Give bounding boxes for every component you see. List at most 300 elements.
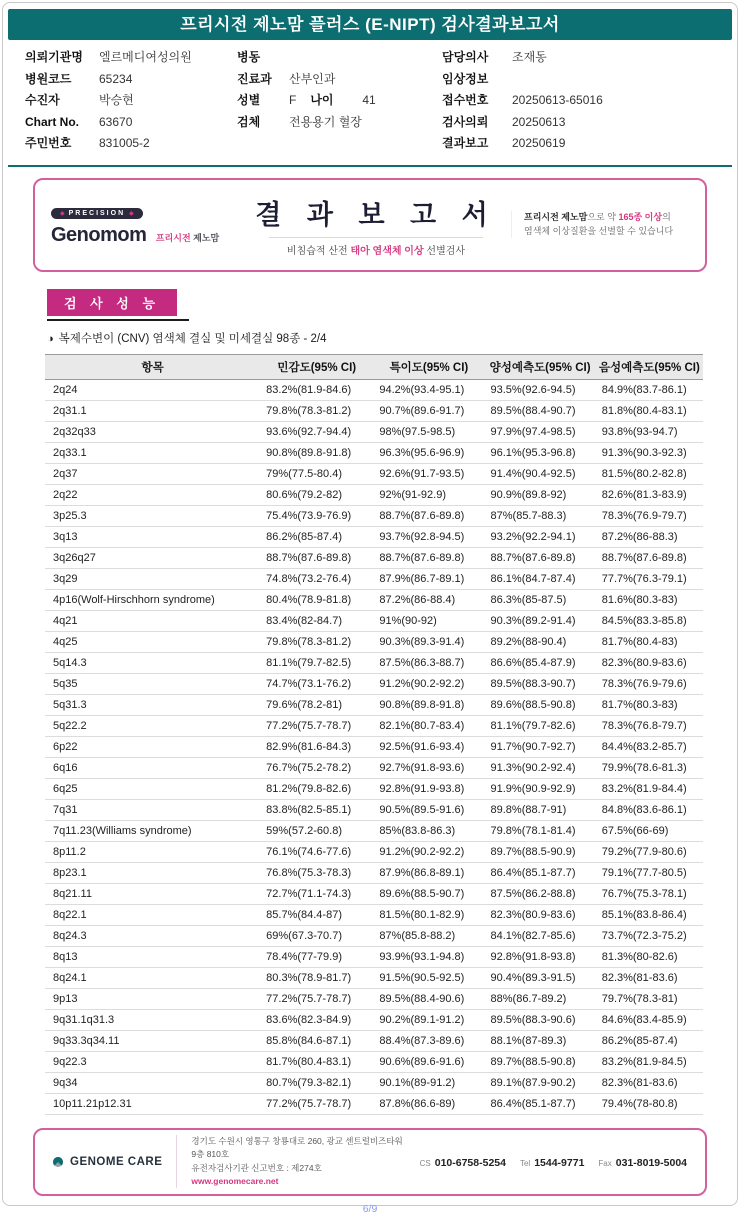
metric-value: 84.8%(83.6-86.1) <box>596 799 703 820</box>
metric-value: 75.4%(73.9-76.9) <box>260 505 373 526</box>
metric-value: 92%(91-92.9) <box>373 484 484 505</box>
metric-value: 79.7%(78.3-81) <box>596 988 703 1009</box>
metric-value: 84.5%(83.3-85.8) <box>596 610 703 631</box>
metric-value: 91.2%(90.2-92.2) <box>373 841 484 862</box>
row-item: 4p16(Wolf-Hirschhorn syndrome) <box>45 589 260 610</box>
footer-address <box>176 1135 405 1188</box>
table-row <box>45 400 703 421</box>
metric-value: 88.7%(87.6-89.8) <box>596 547 703 568</box>
info-label: 의뢰기관명 <box>25 50 83 64</box>
info-row <box>237 112 442 134</box>
metric-value: 90.1%(89-91.2) <box>373 1072 484 1093</box>
metric-value: 93.8%(93-94.7) <box>596 421 703 442</box>
contact-label: Tel <box>519 1158 531 1168</box>
address-line-1: 경기도 수원시 영통구 창룡대로 260, 광교 센트럴비즈타워 9층 810호 <box>191 1136 403 1160</box>
info-label: Chart No. <box>25 114 79 129</box>
website-link: www.genomecare.net <box>191 1175 279 1186</box>
metric-value: 92.8%(91.8-93.8) <box>485 946 596 967</box>
subtitle-suffix: 선별검사 <box>423 245 466 257</box>
metric-value: 85.7%(84.4-87) <box>260 904 373 925</box>
metric-value: 86.3%(85-87.5) <box>485 589 596 610</box>
metric-value: 82.1%(80.7-83.4) <box>373 715 484 736</box>
row-item: 8q13 <box>45 946 260 967</box>
metric-value: 82.6%(81.3-83.9) <box>596 484 703 505</box>
table-row <box>45 652 703 673</box>
contact-item <box>420 1153 506 1171</box>
metric-value: 91.9%(90.9-92.9) <box>485 778 596 799</box>
column-header: 음성예측도(95% CI) <box>596 354 703 379</box>
contact-value: 031-8019-5004 <box>615 1156 687 1169</box>
info-label: 접수번호 <box>442 93 489 107</box>
table-row <box>45 610 703 631</box>
row-item: 6p22 <box>45 736 260 757</box>
table-row <box>45 820 703 841</box>
metric-value: 79.9%(78.6-81.3) <box>596 757 703 778</box>
row-item: 8q24.1 <box>45 967 260 988</box>
table-row <box>45 778 703 799</box>
metric-value: 91.7%(90.7-92.7) <box>485 736 596 757</box>
metric-value: 90.6%(89.6-91.6) <box>373 1051 484 1072</box>
metric-value: 81.8%(80.4-83.1) <box>596 400 703 421</box>
row-item: 6q16 <box>45 757 260 778</box>
row-item: 4q21 <box>45 610 260 631</box>
row-item: 2q31.1 <box>45 400 260 421</box>
note-mid: 으로 약 <box>587 211 619 222</box>
metric-value: 80.6%(79.2-82) <box>260 484 373 505</box>
row-item: 6q25 <box>45 778 260 799</box>
row-item: 7q11.23(Williams syndrome) <box>45 820 260 841</box>
section-title: 검 사 성 능 <box>47 289 177 316</box>
metric-value: 78.3%(76.9-79.6) <box>596 673 703 694</box>
metric-value: 79.4%(78-80.8) <box>596 1093 703 1114</box>
metric-value: 87%(85.8-88.2) <box>373 925 484 946</box>
metric-value: 84.4%(83.2-85.7) <box>596 736 703 757</box>
report-title-bar <box>8 9 732 40</box>
table-row <box>45 904 703 925</box>
row-item: 3q13 <box>45 526 260 547</box>
metric-value: 78.3%(76.9-79.7) <box>596 505 703 526</box>
metric-value: 81.7%(80.4-83) <box>596 631 703 652</box>
table-row <box>45 1030 703 1051</box>
metric-value: 93.6%(92.7-94.4) <box>260 421 373 442</box>
metric-value: 81.6%(80.3-83) <box>596 589 703 610</box>
table-row <box>45 757 703 778</box>
info-value: 20250613 <box>512 114 566 129</box>
metric-value: 77.2%(75.7-78.7) <box>260 715 373 736</box>
metric-value: 81.5%(80.2-82.8) <box>596 463 703 484</box>
table-row <box>45 421 703 442</box>
row-item: 5q35 <box>45 673 260 694</box>
genome-care-logo-icon <box>53 1157 63 1167</box>
contact-label: CS <box>419 1158 431 1168</box>
banner-note-line2: 염색체 이상질환을 선별할 수 있습니다 <box>524 225 674 236</box>
metric-value: 89.8%(88.7-91) <box>485 799 596 820</box>
metric-value: 87.9%(86.8-89.1) <box>373 862 484 883</box>
column-header: 민감도(95% CI) <box>260 354 373 379</box>
metric-value: 89.6%(88.5-90.8) <box>485 694 596 715</box>
metric-value: 79.8%(78.1-81.4) <box>485 820 596 841</box>
metric-value: 87.5%(86.3-88.7) <box>373 652 484 673</box>
metric-value: 97.9%(97.4-98.5) <box>485 421 596 442</box>
row-item: 9q22.3 <box>45 1051 260 1072</box>
row-item: 8p11.2 <box>45 841 260 862</box>
table-row <box>45 526 703 547</box>
table-row <box>45 379 703 400</box>
metric-value: 86.2%(85-87.4) <box>260 526 373 547</box>
metric-value: 89.5%(88.3-90.6) <box>485 1009 596 1030</box>
metric-value: 74.7%(73.1-76.2) <box>260 673 373 694</box>
precision-badge <box>51 208 143 219</box>
metric-value: 83.6%(82.3-84.9) <box>260 1009 373 1030</box>
metric-value: 81.3%(80-82.6) <box>596 946 703 967</box>
info-value: 박승현 <box>99 93 134 107</box>
metric-value: 89.5%(88.4-90.6) <box>373 988 484 1009</box>
metric-value: 73.7%(72.3-75.2) <box>596 925 703 946</box>
table-row <box>45 841 703 862</box>
table-row <box>45 1093 703 1114</box>
row-item: 2q32q33 <box>45 421 260 442</box>
report-page <box>2 2 738 1215</box>
row-item: 8p23.1 <box>45 862 260 883</box>
info-row <box>442 133 723 155</box>
table-row <box>45 505 703 526</box>
metric-value: 84.6%(83.4-85.9) <box>596 1009 703 1030</box>
note-highlight: 165종 이상 <box>618 211 663 222</box>
metric-value: 87.8%(86.6-89) <box>373 1093 484 1114</box>
subtitle-prefix: 비침습적 산전 <box>286 245 351 257</box>
table-row <box>45 967 703 988</box>
metric-value: 87.9%(86.7-89.1) <box>373 568 484 589</box>
table-row <box>45 673 703 694</box>
row-item: 9q33.3q34.11 <box>45 1030 260 1051</box>
metric-value: 77.2%(75.7-78.7) <box>260 988 373 1009</box>
metric-value: 87.2%(86-88.4) <box>373 589 484 610</box>
info-value: 65234 <box>99 71 133 86</box>
info-column <box>442 47 723 155</box>
info-row <box>237 69 442 91</box>
metric-value: 81.7%(80.3-83) <box>596 694 703 715</box>
brand-korean-name <box>156 233 219 243</box>
metric-value: 77.2%(75.7-78.7) <box>260 1093 373 1114</box>
metric-value: 90.3%(89.3-91.4) <box>373 631 484 652</box>
metric-value: 80.4%(78.9-81.8) <box>260 589 373 610</box>
metric-value: 87.2%(86-88.3) <box>596 526 703 547</box>
info-row <box>25 69 237 91</box>
metric-value: 81.1%(79.7-82.6) <box>485 715 596 736</box>
metric-value: 88%(86.7-89.2) <box>485 988 596 1009</box>
info-value: 산부인과 <box>289 71 336 86</box>
info-row <box>25 133 237 155</box>
metric-value: 79.8%(78.3-81.2) <box>260 631 373 652</box>
subtitle-highlight: 태아 염색체 이상 <box>350 245 424 257</box>
contact-label: Fax <box>598 1158 612 1168</box>
metric-value: 84.1%(82.7-85.6) <box>485 925 596 946</box>
metric-value: 82.3%(81-83.6) <box>596 1072 703 1093</box>
row-item: 3p25.3 <box>45 505 260 526</box>
metric-value: 81.1%(79.7-82.5) <box>260 652 373 673</box>
table-row <box>45 589 703 610</box>
metric-value: 89.1%(87.9-90.2) <box>485 1072 596 1093</box>
metric-value: 79%(77.5-80.4) <box>260 463 373 484</box>
info-label: 나이 <box>310 93 334 107</box>
metric-value: 90.9%(89.8-92) <box>485 484 596 505</box>
info-row <box>237 47 442 69</box>
row-item: 2q33.1 <box>45 442 260 463</box>
metric-value: 80.7%(79.3-82.1) <box>260 1072 373 1093</box>
metric-value: 96.3%(95.6-96.9) <box>373 442 484 463</box>
table-row <box>45 694 703 715</box>
row-item: 3q26q27 <box>45 547 260 568</box>
table-row <box>45 799 703 820</box>
info-label: 담당의사 <box>442 50 489 64</box>
metric-value: 94.2%(93.4-95.1) <box>373 379 484 400</box>
table-caption-text: 복제수변이 (CNV) 염색체 결실 및 미세결실 98종 - 2/4 <box>58 332 327 345</box>
info-row <box>442 47 723 69</box>
metric-value: 89.2%(88-90.4) <box>485 631 596 652</box>
info-label: 병원코드 <box>25 71 72 86</box>
info-column <box>237 47 442 155</box>
table-row <box>45 862 703 883</box>
table-row <box>45 547 703 568</box>
metric-value: 86.4%(85.1-87.7) <box>485 862 596 883</box>
genomom-logo <box>51 202 241 247</box>
half-circle-icon: ◑ <box>47 332 54 345</box>
info-column <box>25 47 237 155</box>
metric-value: 81.2%(79.8-82.6) <box>260 778 373 799</box>
metric-value: 90.7%(89.6-91.7) <box>373 400 484 421</box>
contact-item <box>520 1153 584 1171</box>
metric-value: 69%(67.3-70.7) <box>260 925 373 946</box>
metric-value: 91.3%(90.3-92.3) <box>596 442 703 463</box>
metric-value: 84.9%(83.7-86.1) <box>596 379 703 400</box>
metric-value: 83.2%(81.9-84.4) <box>596 778 703 799</box>
genome-care-logo <box>53 1156 162 1168</box>
table-row <box>45 463 703 484</box>
metric-value: 81.7%(80.4-83.1) <box>260 1051 373 1072</box>
info-label: 진료과 <box>237 71 272 86</box>
banner-note <box>511 211 689 239</box>
contact-value: 010-6758-5254 <box>434 1156 506 1169</box>
row-item: 2q22 <box>45 484 260 505</box>
info-value: 20250613-65016 <box>512 93 603 107</box>
table-row <box>45 715 703 736</box>
row-item: 9q34 <box>45 1072 260 1093</box>
metric-value: 88.4%(87.3-89.6) <box>373 1030 484 1051</box>
metric-value: 87.5%(86.2-88.8) <box>485 883 596 904</box>
metric-value: 89.5%(88.3-90.7) <box>485 673 596 694</box>
metric-value: 87%(85.7-88.3) <box>485 505 596 526</box>
table-row <box>45 946 703 967</box>
banner-center <box>251 193 501 257</box>
contact-item <box>598 1153 687 1171</box>
metric-value: 93.7%(92.8-94.5) <box>373 526 484 547</box>
metric-value: 79.8%(78.3-81.2) <box>260 400 373 421</box>
info-row <box>442 112 723 134</box>
metric-value: 92.5%(91.6-93.4) <box>373 736 484 757</box>
company-name: GENOME CARE <box>70 1155 163 1168</box>
info-value: 41 <box>362 93 376 107</box>
table-row <box>45 988 703 1009</box>
metric-value: 76.8%(75.3-78.3) <box>260 862 373 883</box>
info-value: 조재동 <box>512 50 547 64</box>
metric-value: 92.6%(91.7-93.5) <box>373 463 484 484</box>
info-label: 임상정보 <box>442 71 489 86</box>
metric-value: 83.2%(81.9-84.5) <box>596 1051 703 1072</box>
metric-value: 82.3%(80.9-83.6) <box>485 904 596 925</box>
metric-value: 82.3%(80.9-83.6) <box>596 652 703 673</box>
info-value: 전용용기 혈장 <box>289 114 362 129</box>
metric-value: 88.7%(87.6-89.8) <box>260 547 373 568</box>
metric-value: 85.8%(84.6-87.1) <box>260 1030 373 1051</box>
table-caption <box>47 330 737 346</box>
banner-rule <box>269 237 483 238</box>
info-row <box>442 90 723 112</box>
metric-value: 83.4%(82-84.7) <box>260 610 373 631</box>
column-header: 항목 <box>45 354 260 379</box>
brand-name: Genomom <box>51 224 147 246</box>
banner-subtitle <box>251 242 501 257</box>
metric-value: 91.5%(90.5-92.5) <box>373 967 484 988</box>
note-brand: 프리시전 제노맘 <box>524 211 588 222</box>
table-row <box>45 736 703 757</box>
metric-value: 90.8%(89.8-91.8) <box>373 694 484 715</box>
metric-value: 88.1%(87-89.3) <box>485 1030 596 1051</box>
report-title: 프리시전 제노맘 플러스 (E-NIPT) 검사결과보고서 <box>180 15 560 34</box>
brand-kr-precision: 프리시전 <box>155 233 191 243</box>
row-item: 9p13 <box>45 988 260 1009</box>
metric-value: 86.2%(85-87.4) <box>596 1030 703 1051</box>
metric-value: 98%(97.5-98.5) <box>373 421 484 442</box>
diamond-icon: ◆ <box>129 211 134 217</box>
metric-value: 74.8%(73.2-76.4) <box>260 568 373 589</box>
metric-value: 90.3%(89.2-91.4) <box>485 610 596 631</box>
metric-value: 96.1%(95.3-96.8) <box>485 442 596 463</box>
metric-value: 89.6%(88.5-90.7) <box>373 883 484 904</box>
info-value: 엘르메디여성의원 <box>99 50 192 64</box>
table-row <box>45 1009 703 1030</box>
header-divider <box>8 165 732 167</box>
table-header-row <box>45 354 703 379</box>
row-item: 4q25 <box>45 631 260 652</box>
banner-note-line1 <box>524 211 689 225</box>
table-row <box>45 925 703 946</box>
metric-value: 93.5%(92.6-94.5) <box>485 379 596 400</box>
footer-contacts <box>420 1153 687 1171</box>
metric-value: 86.6%(85.4-87.9) <box>485 652 596 673</box>
metric-value: 89.7%(88.5-90.8) <box>485 1051 596 1072</box>
metric-value: 85%(83.8-86.3) <box>373 820 484 841</box>
metric-value: 88.7%(87.6-89.8) <box>373 505 484 526</box>
metric-value: 86.1%(84.7-87.4) <box>485 568 596 589</box>
metric-value: 90.8%(89.8-91.8) <box>260 442 373 463</box>
metric-value: 79.2%(77.9-80.6) <box>596 841 703 862</box>
metric-value: 90.2%(89.1-91.2) <box>373 1009 484 1030</box>
metric-value: 77.7%(76.3-79.1) <box>596 568 703 589</box>
precision-badge-label: PRECISION <box>68 210 126 217</box>
table-row <box>45 631 703 652</box>
contact-value: 1544-9771 <box>534 1156 585 1169</box>
metric-value: 78.3%(76.8-79.7) <box>596 715 703 736</box>
metric-value: 88.7%(87.6-89.8) <box>373 547 484 568</box>
brand-line <box>51 224 241 247</box>
metric-value: 88.7%(87.6-89.8) <box>485 547 596 568</box>
metric-value: 93.2%(92.2-94.1) <box>485 526 596 547</box>
metric-value: 91.2%(90.2-92.2) <box>373 673 484 694</box>
address-line-2: 유전자검사기관 신고번호 : 제274호 <box>191 1162 322 1173</box>
metric-value: 76.7%(75.2-78.2) <box>260 757 373 778</box>
table-row <box>45 1072 703 1093</box>
row-item: 8q24.3 <box>45 925 260 946</box>
table-row <box>45 484 703 505</box>
info-value: 20250619 <box>512 136 566 150</box>
metric-value: 67.5%(66-69) <box>596 820 703 841</box>
info-row <box>25 112 237 134</box>
metric-value: 79.6%(78.2-81) <box>260 694 373 715</box>
metric-value: 90.5%(89.5-91.6) <box>373 799 484 820</box>
metric-value: 79.1%(77.7-80.5) <box>596 862 703 883</box>
metric-value: 93.9%(93.1-94.8) <box>373 946 484 967</box>
footer <box>33 1128 707 1196</box>
info-row <box>25 47 237 69</box>
metric-value: 86.4%(85.1-87.7) <box>485 1093 596 1114</box>
info-label: 검체 <box>237 114 261 129</box>
result-banner <box>33 178 707 272</box>
metric-value: 76.1%(74.6-77.6) <box>260 841 373 862</box>
report-heading: 결 과 보 고 서 <box>255 199 497 230</box>
metric-value: 90.4%(89.3-91.5) <box>485 967 596 988</box>
table-row <box>45 883 703 904</box>
performance-table <box>45 354 703 1115</box>
brand-kr-genomom: 제노맘 <box>193 233 220 243</box>
info-row <box>237 90 442 112</box>
column-header: 특이도(95% CI) <box>373 354 484 379</box>
info-row <box>25 90 237 112</box>
row-item: 8q21.11 <box>45 883 260 904</box>
row-item: 7q31 <box>45 799 260 820</box>
row-item: 8q22.1 <box>45 904 260 925</box>
row-item: 5q14.3 <box>45 652 260 673</box>
page-number: 6/9 <box>362 1202 378 1215</box>
patient-info-section <box>3 40 737 163</box>
info-label: 성별 <box>237 93 261 107</box>
note-end: 의 <box>662 211 671 222</box>
metric-value: 92.7%(91.8-93.6) <box>373 757 484 778</box>
metric-value: 83.2%(81.9-84.6) <box>260 379 373 400</box>
metric-value: 80.3%(78.9-81.7) <box>260 967 373 988</box>
metric-value: 76.7%(75.3-78.1) <box>596 883 703 904</box>
info-label: 주민번호 <box>25 136 72 150</box>
metric-value: 78.4%(77-79.9) <box>260 946 373 967</box>
metric-value: 92.8%(91.9-93.8) <box>373 778 484 799</box>
row-item: 5q31.3 <box>45 694 260 715</box>
row-item: 9q31.1q31.3 <box>45 1009 260 1030</box>
row-item: 5q22.2 <box>45 715 260 736</box>
metric-value: 72.7%(71.1-74.3) <box>260 883 373 904</box>
metric-value: 83.8%(82.5-85.1) <box>260 799 373 820</box>
row-item: 3q29 <box>45 568 260 589</box>
info-value: F <box>289 93 297 107</box>
row-item: 2q24 <box>45 379 260 400</box>
info-label: 검사의뢰 <box>442 114 489 129</box>
info-label: 수진자 <box>25 93 60 107</box>
info-value: 831005-2 <box>99 136 150 150</box>
table-row <box>45 442 703 463</box>
row-item: 2q37 <box>45 463 260 484</box>
metric-value: 91.4%(90.4-92.5) <box>485 463 596 484</box>
info-label: 결과보고 <box>442 136 489 150</box>
diamond-icon: ◆ <box>60 211 65 217</box>
metric-value: 89.5%(88.4-90.7) <box>485 400 596 421</box>
